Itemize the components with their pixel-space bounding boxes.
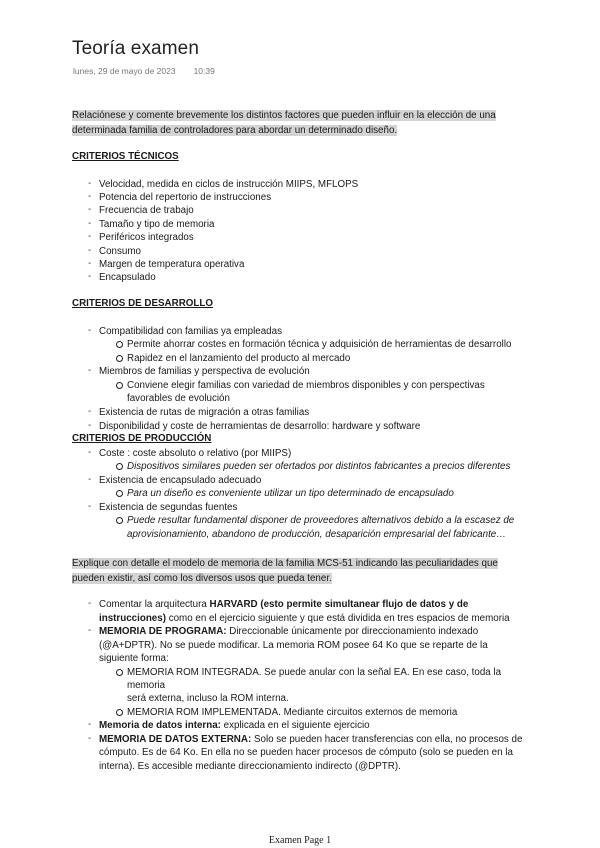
mem-programa-line-2: (@A+DPTR). No se puede modificar. La memoria ROM posee 64 Ko que se reparte de la bbox=[99, 640, 488, 651]
mem-datos-externa-line-2: cómputo. Es de 64 Ko. En ella no se pueden hacer procesos de cómputo (solo se pueden en la bbox=[99, 747, 513, 758]
mem-item-datos-externa bbox=[99, 733, 522, 746]
dash-bullet: - bbox=[88, 420, 92, 431]
dash-bullet: - bbox=[88, 231, 92, 242]
page-footer: Examen Page 1 bbox=[268, 835, 332, 846]
mem-rom-integrada-cont-2: será externa, incluso la ROM interna. bbox=[127, 693, 289, 704]
dash-bullet: - bbox=[88, 218, 92, 229]
question-2-line-2: pueden existir, así como los diversos usos que pueda tener. bbox=[72, 573, 332, 584]
tech-item: Frecuencia de trabajo bbox=[99, 205, 194, 216]
question-2-line-1: Explique con detalle el modelo de memoria de la familia MCS-51 indicando las peculiaridades que bbox=[72, 558, 498, 569]
dev-subitem-continued: favorables de evolución bbox=[127, 393, 230, 404]
dev-item: Compatibilidad con familias ya empleadas bbox=[99, 326, 282, 337]
circle-bullet bbox=[116, 341, 123, 348]
prod-item: Existencia de segundas fuentes bbox=[99, 502, 238, 513]
circle-bullet bbox=[116, 709, 123, 716]
prod-subitem-continued: aprovisionamiento, abandono de producción, desaparición empresarial del fabricante… bbox=[127, 529, 507, 540]
heading-criterios-tecnicos: CRITERIOS TÉCNICOS bbox=[72, 151, 179, 162]
question-1 bbox=[72, 108, 532, 138]
dash-bullet: - bbox=[88, 474, 92, 485]
tech-item: Velocidad, medida en ciclos de instrucción MIIPS, MFLOPS bbox=[99, 179, 359, 190]
tech-item: Encapsulado bbox=[99, 272, 156, 283]
mem-datos-interna-rest: explicada en el siguiente ejercicio bbox=[220, 720, 370, 731]
page-date: lunes, 29 de mayo de 2023 bbox=[73, 66, 176, 76]
tech-item: Periféricos integrados bbox=[99, 232, 194, 243]
mem-datos-externa-line-3: interna). Es accesible mediante direccionamiento indirecto (@DPTR). bbox=[99, 761, 401, 772]
heading-criterios-desarrollo: CRITERIOS DE DESARROLLO bbox=[72, 298, 213, 309]
dev-subitem: Permite ahorrar costes en formación técnica y adquisición de herramientas de desarrollo bbox=[127, 339, 512, 350]
dev-subitem: Rapidez en el lanzamiento del producto al mercado bbox=[127, 353, 351, 364]
tech-item: Tamaño y tipo de memoria bbox=[99, 219, 215, 230]
mem-programa-line-3: siguiente forma: bbox=[99, 653, 169, 664]
dash-bullet: - bbox=[88, 178, 92, 189]
dash-bullet: - bbox=[88, 625, 92, 636]
circle-bullet bbox=[116, 669, 123, 676]
prod-subitem: Para un diseño es conveniente utilizar un tipo determinado de encapsulado bbox=[127, 488, 454, 499]
question-1-line-2: determinada familia de controladores para abordar un determinado diseño. bbox=[72, 125, 398, 136]
dev-item: Disponibilidad y coste de herramientas de desarrollo: hardware y software bbox=[99, 421, 421, 432]
mem-harvard-rest: como en el ejercicio siguiente y que está dividida en tres espacios de memoria bbox=[165, 613, 510, 624]
dash-bullet: - bbox=[88, 406, 92, 417]
page-time: 10:39 bbox=[193, 66, 215, 76]
tech-item: Margen de temperatura operativa bbox=[99, 259, 245, 270]
dev-subitem: Conviene elegir familias con variedad de miembros disponibles y con perspectivas bbox=[127, 380, 485, 391]
mem-harvard-bold-2: instrucciones) bbox=[99, 613, 166, 624]
heading-criterios-produccion: CRITERIOS DE PRODUCCIÓN bbox=[72, 433, 212, 444]
prod-subitem: Dispositivos similares pueden ser ofertados por distintos fabricantes a precios diferentes bbox=[127, 461, 511, 472]
page-title: Teoría examen bbox=[72, 38, 199, 59]
page-meta bbox=[73, 66, 215, 76]
mem-item-programa bbox=[99, 625, 478, 638]
dash-bullet: - bbox=[88, 245, 92, 256]
dash-bullet: - bbox=[88, 325, 92, 336]
prod-item: Coste : coste absoluto o relativo (por MIIPS) bbox=[99, 448, 292, 459]
mem-item-harvard bbox=[99, 598, 468, 611]
circle-bullet bbox=[116, 517, 123, 524]
tech-item: Consumo bbox=[99, 246, 141, 257]
mem-programa-bold: MEMORIA DE PROGRAMA: bbox=[99, 626, 227, 637]
dash-bullet: - bbox=[88, 733, 92, 744]
dash-bullet: - bbox=[88, 191, 92, 202]
mem-rom-implementada: MEMORIA ROM IMPLEMENTADA. Mediante circuitos externos de memoria bbox=[127, 707, 458, 718]
mem-datos-externa-bold: MEMORIA DE DATOS EXTERNA: bbox=[99, 734, 252, 745]
mem-programa-rest: Direccionable únicamente por direccionamiento indexado bbox=[226, 626, 479, 637]
dash-bullet: - bbox=[88, 258, 92, 269]
dash-bullet: - bbox=[88, 719, 92, 730]
dash-bullet: - bbox=[88, 204, 92, 215]
dash-bullet: - bbox=[88, 447, 92, 458]
circle-bullet bbox=[116, 490, 123, 497]
mem-datos-externa-rest: Solo se pueden hacer transferencias con ella, no procesos de bbox=[251, 734, 523, 745]
dev-item: Existencia de rutas de migración a otras familias bbox=[99, 407, 310, 418]
tech-item: Potencia del repertorio de instrucciones bbox=[99, 192, 272, 203]
mem-harvard-prefix: Comentar la arquitectura bbox=[99, 599, 210, 610]
dash-bullet: - bbox=[88, 271, 92, 282]
prod-subitem: Puede resultar fundamental disponer de proveedores alternativos debido a la escasez de bbox=[127, 515, 515, 526]
circle-bullet bbox=[116, 382, 123, 389]
mem-item-datos-interna bbox=[99, 719, 370, 732]
mem-rom-integrada-cont: memoria bbox=[127, 680, 166, 691]
mem-datos-interna-bold: Memoria de datos interna: bbox=[99, 720, 221, 731]
question-1-line-1: Relaciónese y comente brevemente los distintos factores que pueden influir en la elección de una bbox=[72, 110, 496, 121]
mem-rom-integrada: MEMORIA ROM INTEGRADA. Se puede anular con la señal EA. En ese caso, toda la bbox=[127, 667, 502, 678]
mem-item-harvard-cont bbox=[99, 612, 510, 625]
dash-bullet: - bbox=[88, 598, 92, 609]
question-2 bbox=[72, 556, 532, 586]
prod-item: Existencia de encapsulado adecuado bbox=[99, 475, 262, 486]
circle-bullet bbox=[116, 463, 123, 470]
dash-bullet: - bbox=[88, 501, 92, 512]
mem-harvard-bold: HARVARD (esto permite simultanear flujo de datos y de bbox=[209, 599, 469, 610]
dash-bullet: - bbox=[88, 365, 92, 376]
circle-bullet bbox=[116, 355, 123, 362]
dev-item: Miembros de familias y perspectiva de evolución bbox=[99, 366, 310, 377]
